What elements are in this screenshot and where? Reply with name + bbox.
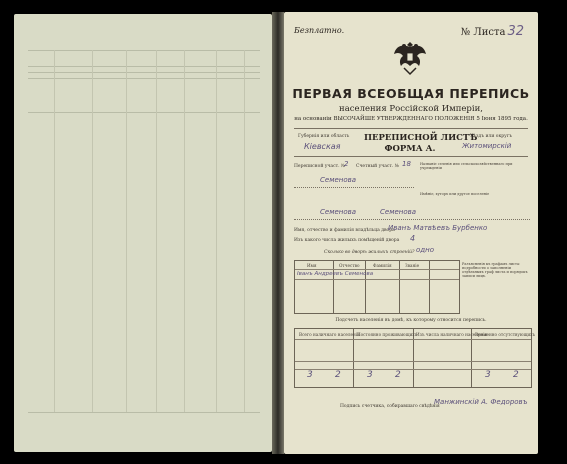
census-district-label: Переписной участ. № [294,164,346,169]
ruling-line [28,412,260,413]
summary-cell: 2 [513,370,519,380]
ruling-line [28,50,260,51]
estate-value-2: Семенова [380,208,417,216]
settlement-label: Названіе селенія или сельскохозяйственнаго при учрежденіи [420,162,513,170]
double-headed-eagle-icon [392,36,428,76]
summary-table [294,328,536,388]
census-district-value: 2 [344,160,349,168]
table-header: Фамилія [373,263,392,268]
count-value: одно [416,246,434,254]
summary-cell: 2 [395,370,401,380]
ruling-column [244,50,245,412]
district-label: Уѣздъ или округъ [470,134,513,139]
ruling-column [126,50,127,412]
counting-district-label: Счетный участ. № [356,164,400,169]
table-cell: Іванъ Андреевъ Семенова [297,271,374,277]
summary-cell: 2 [335,370,341,380]
form-subtitle: населения Россійской Имперіи, [339,104,483,114]
signature-label: Подпись счетчика, собиравшаго свѣдѣнія [340,404,440,409]
summary-header: Временно отсутствующихъ [475,332,536,337]
province-value: Кіевская [304,142,341,151]
ruling-line [28,112,260,113]
divider [294,128,528,129]
ruling-line [28,66,260,67]
divider [294,156,528,157]
estate-label: Имѣніе, хуторъ или другое поселеніе [420,192,490,196]
estate-value: Семенова [320,208,357,216]
signature-value: Манжинскій А. Федоровъ [434,398,528,406]
form-main-title: ПЕРВАЯ ВСЕОБЩАЯ ПЕРЕПИСЬ [292,86,530,101]
table-header: Отчество [339,263,360,268]
ruling-column [184,50,185,412]
owner-row-value: 4 [410,234,416,243]
ruling-line [28,78,260,79]
summary-cell: 3 [367,370,373,380]
residents-table [294,260,460,314]
province-label: Губернія или область [298,134,350,139]
owner-label: Имя, отчество и фамилія владѣльца двора [294,228,395,233]
list-number-value: 32 [507,24,524,39]
count-label: Сколько во дворѣ жилыхъ строеній? [324,250,415,255]
table-header: Имя [307,263,317,268]
summary-title: Подсчетъ населенія въ домѣ, къ которому относится перепись. [335,318,487,323]
free-label: Безплатно. [294,26,345,35]
form-title: ПЕРЕПИСНОЙ ЛИСТЪ ФОРМА А. [364,133,478,154]
settlement-value: Семенова [320,176,357,184]
dotted-line [294,218,530,220]
list-number: № Листа 32 [460,24,524,39]
instruction-note: Разъясненія къ графамъ листа: подробности о заполненіи отдѣльныхъ граф листа и порядокъ записи лицъ. [462,262,528,278]
summary-header: Всего наличнаго населенія [299,332,360,337]
form-basis-line: на основаніи ВЫСОЧАЙШЕ УТВЕРЖДЕННАГО ПОЛОЖЕНІЯ 5 Іюня 1895 года. [294,116,528,122]
ruling-column [54,50,55,412]
ruling-column [156,50,157,412]
district-value: Житомирскій [462,142,512,150]
summary-cell: 3 [485,370,491,380]
summary-header: Изъ числа наличнаго населенія [416,332,488,337]
dotted-line [294,186,414,188]
counting-district-value: 18 [402,160,411,168]
owner-row-label: Изъ какого числа жилыхъ помѣщеній двора [294,238,400,243]
ruling-column [216,50,217,412]
summary-header: Постоянно проживающихъ [357,332,418,337]
table-header: Званіе [405,263,420,268]
book-gutter [272,12,284,454]
census-form-page [284,12,538,454]
summary-cell: 3 [307,370,313,380]
left-page [14,14,272,452]
ruling-line [28,72,260,73]
owner-value: Иванъ Матвѣевъ Бурбенко [388,224,488,232]
ruling-column [92,50,93,412]
